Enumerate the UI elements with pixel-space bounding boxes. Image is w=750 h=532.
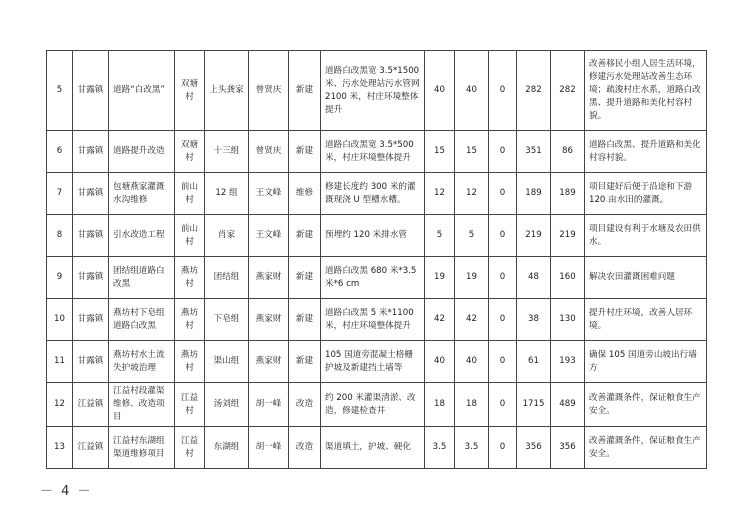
town-cell: 甘露镇 [73,257,109,299]
other-fund-cell: 0 [489,383,517,427]
other-fund-cell: 0 [489,173,517,215]
village-cell: 双塘村 [175,131,205,173]
population-cell: 356 [517,427,551,469]
benefit-cell: 改善移民小组人居生活环境，修建污水处理站改善生态环境；疏浚村庄水系，道路白改黑、提升道路和美化村容村貌。 [585,51,707,131]
project-name-cell: 团结组道路白改黑 [109,257,175,299]
benefit-cell: 道路白改黑、提升道路和美化村容村貌。 [585,131,707,173]
group-cell: 十三组 [205,131,249,173]
town-cell: 甘露镇 [73,51,109,131]
investment-cell: 42 [425,299,455,341]
fund-cell: 40 [455,341,489,383]
project-table [46,50,707,469]
town-cell: 甘露镇 [73,341,109,383]
village-cell: 江益村 [175,427,205,469]
row-number: 6 [47,131,73,173]
beneficiary-cell: 189 [551,173,585,215]
content-cell: 约 200 米灌渠清淤、改造，修建检查井 [321,383,425,427]
benefit-cell: 项目建设有利于水塘及农田供水。 [585,215,707,257]
fund-cell: 3.5 [455,427,489,469]
owner-cell: 胡一峰 [249,427,289,469]
beneficiary-cell: 86 [551,131,585,173]
investment-cell: 5 [425,215,455,257]
content-cell: 道路白改黑 5 米*1100 米，村庄环境整体提升 [321,299,425,341]
row-number: 12 [47,383,73,427]
owner-cell: 燕家财 [249,257,289,299]
owner-cell: 燕家财 [249,299,289,341]
project-name-cell: 燕坊村下皂组道路白改黑 [109,299,175,341]
town-cell: 甘露镇 [73,131,109,173]
population-cell: 1715 [517,383,551,427]
village-cell: 江益村 [175,383,205,427]
beneficiary-cell: 219 [551,215,585,257]
fund-cell: 5 [455,215,489,257]
benefit-cell: 改善灌溉条件，保证粮食生产安全。 [585,383,707,427]
investment-cell: 40 [425,341,455,383]
fund-cell: 18 [455,383,489,427]
content-cell: 105 国道旁混凝土格栅护坡及新建挡土墙等 [321,341,425,383]
table-row [47,51,707,131]
project-name-cell: 包塘燕家灌溉水沟维修 [109,173,175,215]
village-cell: 燕坊村 [175,341,205,383]
table-row [47,299,707,341]
group-cell: 东湖组 [205,427,249,469]
table-row [47,257,707,299]
project-name-cell: 江益村段灌渠维修、改造项目 [109,383,175,427]
benefit-cell: 提升村庄环境，改善人居环境。 [585,299,707,341]
project-name-cell: 道路提升改造 [109,131,175,173]
benefit-cell: 项目建好后便于沿途和下游120 亩水田的灌溉。 [585,173,707,215]
type-cell: 新建 [289,299,321,341]
group-cell: 下皂组 [205,299,249,341]
content-cell: 道路白改黑 680 米*3.5 米*6 cm [321,257,425,299]
investment-cell: 40 [425,51,455,131]
town-cell: 甘露镇 [73,173,109,215]
group-cell: 肖家 [205,215,249,257]
table-row [47,131,707,173]
project-name-cell: 引水改造工程 [109,215,175,257]
table-row [47,383,707,427]
type-cell: 改造 [289,427,321,469]
project-name-cell: 道路“白改黑” [109,51,175,131]
fund-cell: 19 [455,257,489,299]
type-cell: 维修 [289,173,321,215]
population-cell: 189 [517,173,551,215]
population-cell: 219 [517,215,551,257]
investment-cell: 3.5 [425,427,455,469]
table-row [47,215,707,257]
town-cell: 江益镇 [73,427,109,469]
row-number: 13 [47,427,73,469]
row-number: 5 [47,51,73,131]
beneficiary-cell: 160 [551,257,585,299]
row-number: 10 [47,299,73,341]
investment-cell: 19 [425,257,455,299]
project-name-cell: 江益村东湖组渠道维修项目 [109,427,175,469]
content-cell: 修建长度约 300 米的灌溉现浇 U 型槽水槽。 [321,173,425,215]
village-cell: 前山村 [175,215,205,257]
other-fund-cell: 0 [489,341,517,383]
row-number: 8 [47,215,73,257]
table-row [47,173,707,215]
owner-cell: 曾贤庆 [249,131,289,173]
fund-cell: 12 [455,173,489,215]
table-row [47,427,707,469]
table-row [47,341,707,383]
population-cell: 38 [517,299,551,341]
type-cell: 新建 [289,215,321,257]
other-fund-cell: 0 [489,257,517,299]
group-cell: 12 组 [205,173,249,215]
owner-cell: 胡一峰 [249,383,289,427]
owner-cell: 燕家财 [249,341,289,383]
investment-cell: 12 [425,173,455,215]
beneficiary-cell: 193 [551,341,585,383]
group-cell: 渠山组 [205,341,249,383]
type-cell: 改造 [289,383,321,427]
village-cell: 燕坊村 [175,257,205,299]
row-number: 11 [47,341,73,383]
group-cell: 团结组 [205,257,249,299]
other-fund-cell: 0 [489,427,517,469]
group-cell: 汤刘组 [205,383,249,427]
owner-cell: 曾贤庆 [249,51,289,131]
group-cell: 上头龚家 [205,51,249,131]
population-cell: 282 [517,51,551,131]
beneficiary-cell: 489 [551,383,585,427]
town-cell: 江益镇 [73,383,109,427]
beneficiary-cell: 130 [551,299,585,341]
town-cell: 甘露镇 [73,215,109,257]
town-cell: 甘露镇 [73,299,109,341]
beneficiary-cell: 282 [551,51,585,131]
other-fund-cell: 0 [489,299,517,341]
owner-cell: 王文峰 [249,215,289,257]
type-cell: 新建 [289,51,321,131]
owner-cell: 王文峰 [249,173,289,215]
content-cell: 预埋约 120 米排水管 [321,215,425,257]
project-name-cell: 燕坊村水土流失护坡治理 [109,341,175,383]
benefit-cell: 解决农田灌溉困难问题 [585,257,707,299]
content-cell: 渠道填土，护坡、硬化 [321,427,425,469]
fund-cell: 15 [455,131,489,173]
other-fund-cell: 0 [489,131,517,173]
other-fund-cell: 0 [489,51,517,131]
beneficiary-cell: 356 [551,427,585,469]
content-cell: 道路白改黑宽 3.5*1500米、污水处理站污水管网2100 米，村庄环境整体提升 [321,51,425,131]
row-number: 7 [47,173,73,215]
village-cell: 燕坊村 [175,299,205,341]
type-cell: 新建 [289,341,321,383]
population-cell: 61 [517,341,551,383]
page-number: － 4 － [40,484,93,499]
other-fund-cell: 0 [489,215,517,257]
type-cell: 新建 [289,257,321,299]
village-cell: 双塘村 [175,51,205,131]
content-cell: 道路白改黑宽 3.5*500米，村庄环境整体提升 [321,131,425,173]
investment-cell: 18 [425,383,455,427]
fund-cell: 40 [455,51,489,131]
village-cell: 前山村 [175,173,205,215]
population-cell: 351 [517,131,551,173]
investment-cell: 15 [425,131,455,173]
fund-cell: 42 [455,299,489,341]
population-cell: 48 [517,257,551,299]
benefit-cell: 确保 105 国道旁山坡出行墙方 [585,341,707,383]
row-number: 9 [47,257,73,299]
benefit-cell: 改善灌溉条件，保证粮食生产安全。 [585,427,707,469]
type-cell: 新建 [289,131,321,173]
